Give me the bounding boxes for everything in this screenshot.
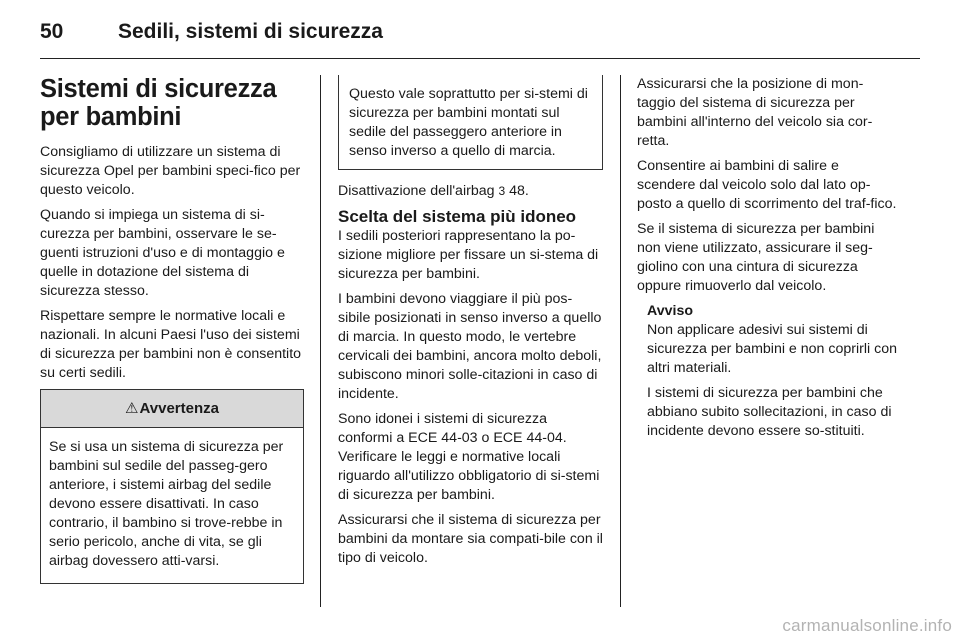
note-block — [637, 302, 900, 441]
paragraph: Quando si impiega un sistema di si-curezza per bambini, osservare le se-guenti istruzioni d'uso e di montaggio e quelle in dotazione del sistema di sicurezza stesso. — [40, 207, 285, 299]
warning-triangle-icon: ⚠ — [125, 400, 139, 417]
header-rule — [40, 58, 920, 59]
column-2 — [338, 75, 603, 574]
paragraph: Consigliamo di utilizzare un sistema di sicurezza Opel per bambini speci-fico per questo veicolo. — [40, 144, 301, 198]
paragraph: Assicurarsi che il sistema di sicurezza per bambini da montare sia compati-bile con il tipo di veicolo. — [338, 512, 603, 566]
warning-label: Avvertenza — [139, 400, 219, 417]
page-reference-arrow-icon: 3 — [498, 184, 506, 198]
paragraph: Rispettare sempre le normative locali e nazionali. In alcuni Paesi l'uso dei sistemi di sicurezza per bambini non è consentito su certi sedili. — [40, 308, 302, 381]
airbag-reference — [338, 182, 603, 201]
warning-header — [41, 389, 303, 428]
paragraph: I sedili posteriori rappresentano la po-sizione migliore per fissare un si-stema di sicurezza per bambini. — [338, 228, 599, 282]
subsection-heading: Scelta del sistema più idoneo — [338, 207, 577, 226]
page-header — [40, 20, 920, 60]
box-text: Questo vale soprattutto per si-stemi di sicurezza per bambini montati sul sedile del passeggero anteriore in senso inverso a quello di marcia. — [349, 86, 588, 159]
running-title: Sedili, sistemi di sicurezza — [118, 20, 383, 43]
paragraph: Assicurarsi che la posizione di mon-taggio del sistema di sicurezza per bambini all'interno del veicolo sia cor-retta. — [637, 76, 873, 149]
page-number: 50 — [40, 20, 64, 43]
note-paragraph: I sistemi di sicurezza per bambini che abbiano subito sollecitazioni, in caso di incidente devono essere so-stituiti. — [647, 385, 892, 439]
reference-text: Disattivazione dell'airbag — [338, 183, 495, 199]
paragraph: I bambini devono viaggiare il più pos-sibile posizionati in senso inverso a quello di marcia. In questo modo, le vertebre cervicali dei bambini, ancora molto deboli, subiscono minori solle-citazioni in caso di incidente. — [338, 291, 602, 402]
warning-box — [40, 389, 304, 584]
note-paragraph: Non applicare adesivi sui sistemi di sicurezza per bambini e non coprirli con altri materiali. — [647, 322, 897, 376]
warning-continuation-box — [338, 75, 603, 170]
column-divider-1 — [320, 75, 321, 607]
section-heading: Sistemi di sicurezza per bambini — [40, 75, 277, 131]
paragraph: Consentire ai bambini di salire e scendere dal veicolo solo dal lato op-posto a quello di scorrimento del traf-fico. — [637, 158, 897, 212]
paragraph: Se il sistema di sicurezza per bambini non viene utilizzato, assicurare il seg-giolino con una cintura di sicurezza oppure rimuoverlo dal veicolo. — [637, 221, 875, 294]
warning-text: Se si usa un sistema di sicurezza per bambini sul sedile del passeg-gero anteriore, i sistemi airbag del sedile devono essere disattivati. In caso contrario, il bambino si trove-rebbe in serio pericolo, anche di vita, se gli airbag dovessero atti-varsi. — [49, 439, 284, 569]
watermark: carmanualsonline.info — [782, 616, 952, 635]
paragraph: Sono idonei i sistemi di sicurezza conformi a ECE 44-03 o ECE 44-04. Verificare le leggi e normative locali riguardo all'utilizzo obbligatorio di si-stemi di sicurezza per bambini. — [338, 411, 600, 503]
column-1 — [40, 75, 304, 584]
reference-page[interactable]: 48. — [509, 183, 529, 199]
column-3 — [637, 75, 900, 447]
column-divider-2 — [620, 75, 621, 607]
note-label: Avviso — [647, 303, 693, 319]
